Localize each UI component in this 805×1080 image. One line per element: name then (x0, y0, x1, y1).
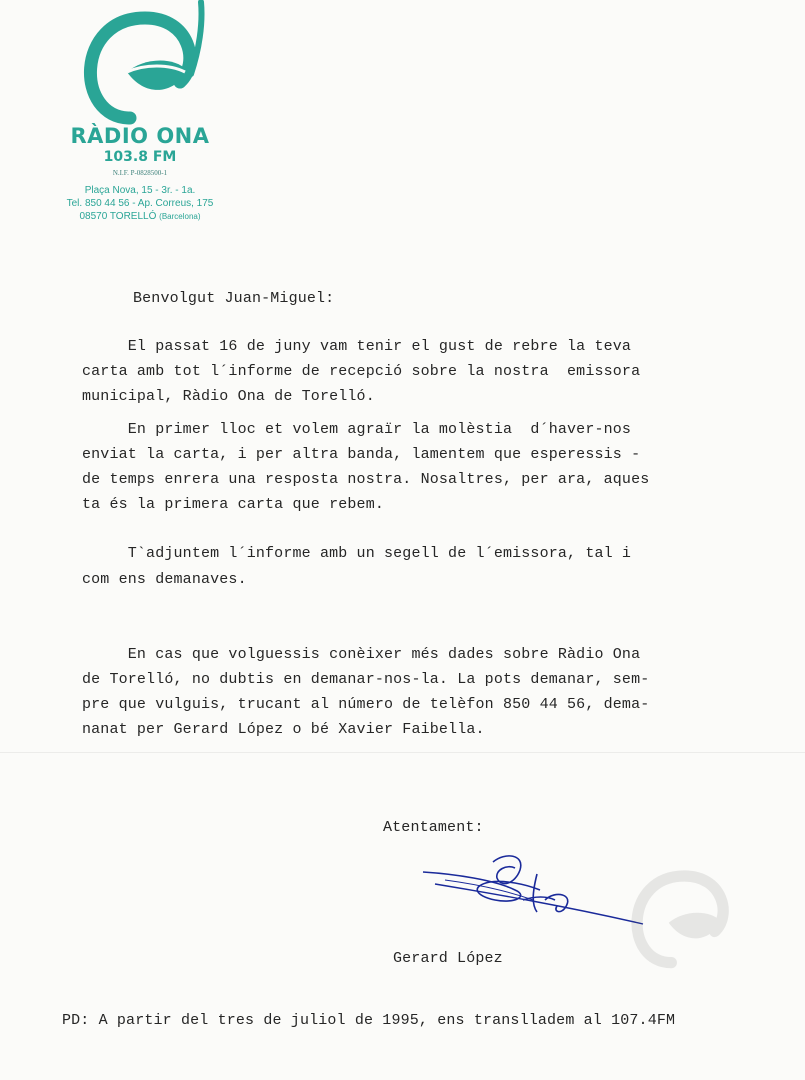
address-line: 08570 TORELLÓ (Barcelona) (79, 211, 201, 222)
body-line: pre que vulguis, trucant al número de telèfon 850 44 56, dema- (82, 696, 650, 713)
station-name: RÀDIO ONA (70, 124, 210, 148)
letterhead (45, 0, 235, 223)
body-line: nanat per Gerard López o bé Xavier Faibella. (82, 721, 485, 738)
watermark-logo-icon (615, 860, 745, 970)
postscript: PD: A partir del tres de juliol de 1995, ens translladem al 107.4FM (62, 1012, 676, 1029)
tax-id: N.I.F. P-0828500-1 (112, 169, 168, 177)
body-line: com ens demanaves. (82, 571, 247, 588)
body-line: municipal, Ràdio Ona de Torelló. (82, 388, 375, 405)
radio-ona-logo-icon (65, 0, 215, 126)
body-line: de temps enrera una resposta nostra. Nosaltres, per ara, aques (82, 471, 650, 488)
body-line: ta és la primera carta que rebem. (82, 496, 384, 513)
signer-name: Gerard López (393, 950, 503, 967)
closing: Atentament: (383, 819, 484, 836)
address (45, 184, 235, 223)
body-line: En primer lloc et volem agraïr la molèstia d´haver-nos (82, 421, 632, 438)
body-line: enviat la carta, i per altra banda, lamentem que esperessis - (82, 446, 641, 463)
body-line: T`adjuntem l´informe amb un segell de l´emissora, tal i (82, 545, 632, 562)
address-line: Plaça Nova, 15 - 3r. - 1a. (84, 185, 196, 196)
body-line: carta amb tot l´informe de recepció sobre la nostra emissora (82, 363, 641, 380)
salutation: Benvolgut Juan-Miguel: (133, 290, 335, 307)
station-frequency: 103.8 FM (103, 149, 177, 165)
body-line: de Torelló, no dubtis en demanar-nos-la. La pots demanar, sem- (82, 671, 650, 688)
address-line: Tel. 850 44 56 - Ap. Correus, 175 (66, 198, 214, 209)
body-line: En cas que volguessis conèixer més dades sobre Ràdio Ona (82, 646, 641, 663)
body-line: El passat 16 de juny vam tenir el gust de rebre la teva (82, 338, 632, 355)
